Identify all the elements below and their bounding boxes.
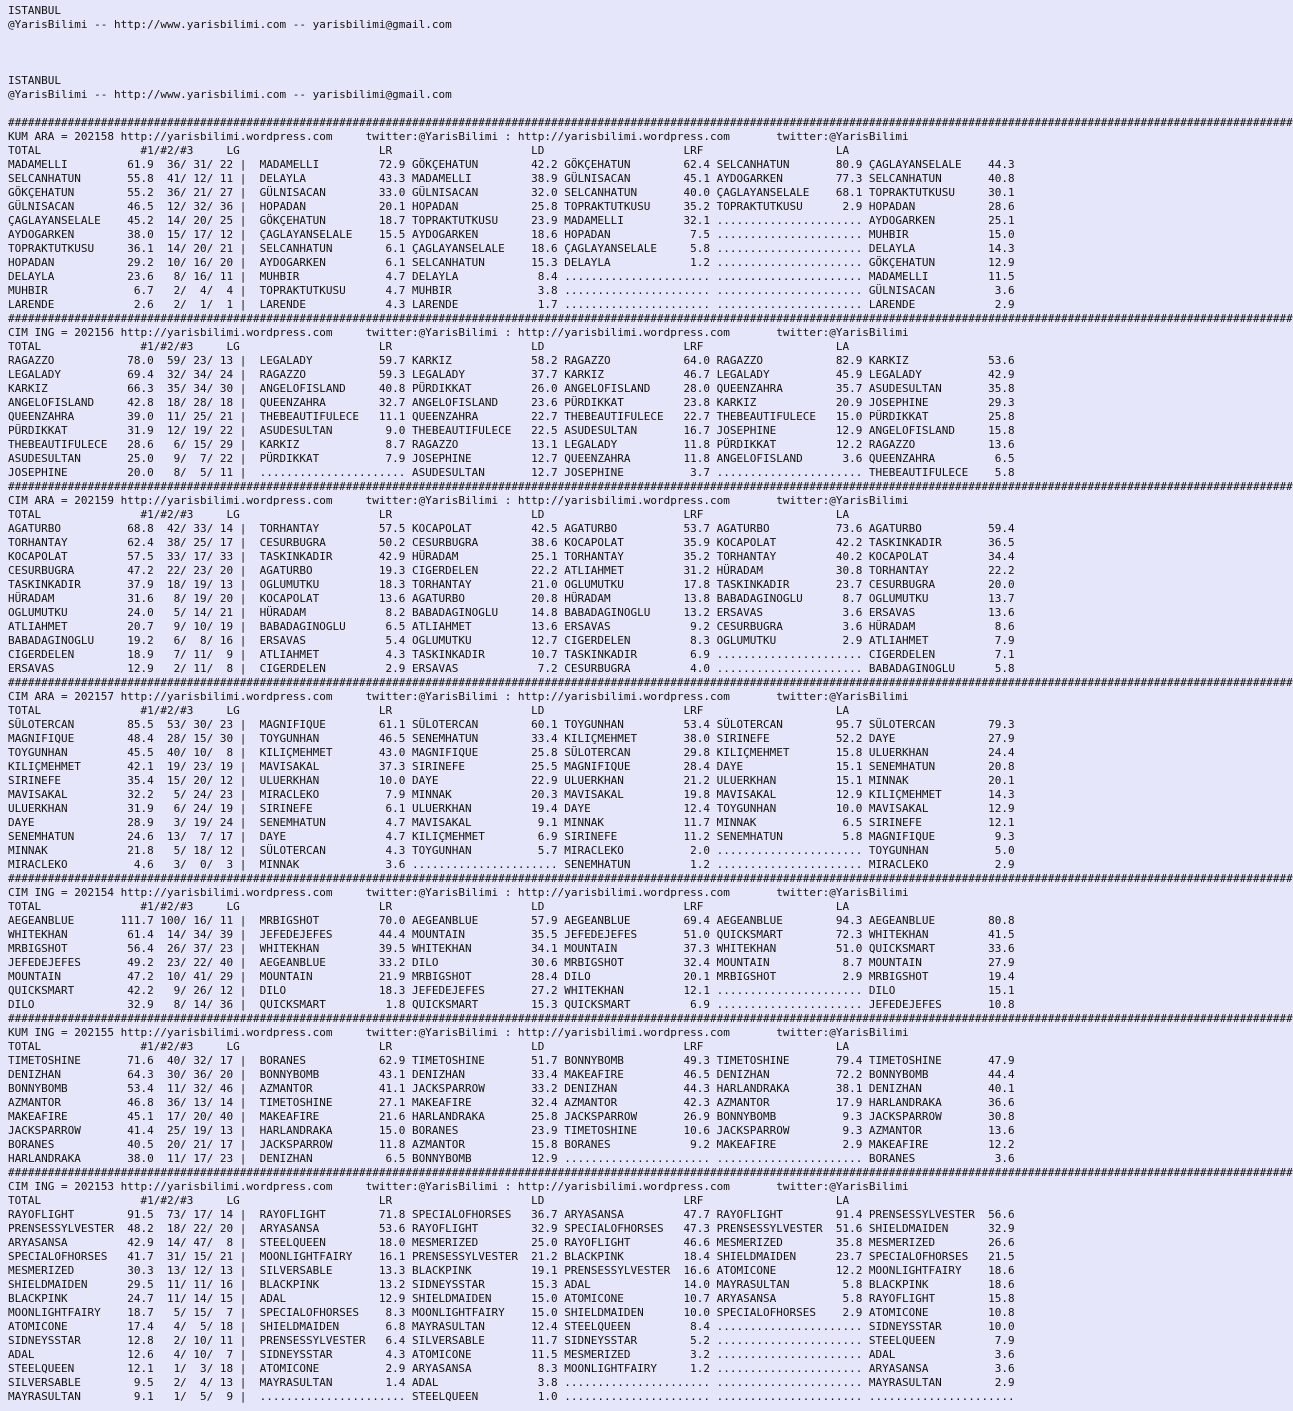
table-row: DILO 32.9 8/ 14/ 36 | QUICKSMART 1.8 QUICKSMART 15.3 QUICKSMART 6.9 ...................... JEFEDEJEFES 10.8	[8, 998, 1015, 1011]
header-contact: @YarisBilimi -- http://www.yarisbilimi.com -- yarisbilimi@gmail.com	[8, 18, 452, 31]
race-table	[8, 130, 1080, 312]
table-row: GÖKÇEHATUN 55.2 36/ 21/ 27 | GÜLNISACAN 33.0 GÜLNISACAN 32.0 SELCANHATUN 40.0 ÇAGLAYANSELALE 68.1 TOPRAKTUTKUSU 30.1	[8, 186, 1015, 199]
race-title: CIM ARA = 202159 http://yarisbilimi.wordpress.com twitter:@YarisBilimi : http://yarisbilimi.wordpress.com twitter:@YarisBilimi	[8, 494, 909, 507]
table-row: SELCANHATUN 55.8 41/ 12/ 11 | DELAYLA 43.3 MADAMELLI 38.9 GÜLNISACAN 45.1 AYDOGARKEN 77.3 SELCANHATUN 40.8	[8, 172, 1015, 185]
table-row: MAVISAKAL 32.2 5/ 24/ 23 | MIRACLEKO 7.9 MINNAK 20.3 MAVISAKAL 19.8 MAVISAKAL 12.9 KILIÇMEHMET 14.3	[8, 788, 1015, 801]
table-row: ATOMICONE 17.4 4/ 5/ 18 | SHIELDMAIDEN 6.8 MAYRASULTAN 12.4 STEELQUEEN 8.4 ...................... SIDNEYSSTAR 10.0	[8, 1320, 1015, 1333]
table-row: AEGEANBLUE 111.7 100/ 16/ 11 | MRBIGSHOT 70.0 AEGEANBLUE 57.9 AEGEANBLUE 69.4 AEGEANBLUE 94.3 AEGEANBLUE 80.8	[8, 914, 1015, 927]
section-separator: ##################################################################################################################################################################################################	[8, 676, 1293, 689]
table-row: MAYRASULTAN 9.1 1/ 5/ 9 | ...................... STEELQUEEN 1.0 ...................... ...................... ......................	[8, 1390, 1015, 1403]
race-table	[8, 494, 1080, 676]
race-title: CIM ING = 202153 http://yarisbilimi.wordpress.com twitter:@YarisBilimi : http://yarisbilimi.wordpress.com twitter:@YarisBilimi	[8, 1180, 909, 1193]
header-contact-repeat: @YarisBilimi -- http://www.yarisbilimi.com -- yarisbilimi@gmail.com	[8, 88, 452, 101]
blank-line	[8, 32, 1080, 46]
race-title: KUM ING = 202155 http://yarisbilimi.wordpress.com twitter:@YarisBilimi : http://yarisbilimi.wordpress.com twitter:@YarisBilimi	[8, 1026, 909, 1039]
table-row: MRBIGSHOT 56.4 26/ 37/ 23 | WHITEKHAN 39.5 WHITEKHAN 34.1 MOUNTAIN 37.3 WHITEKHAN 51.0 QUICKSMART 33.6	[8, 942, 1015, 955]
table-row: AGATURBO 68.8 42/ 33/ 14 | TORHANTAY 57.5 KOCAPOLAT 42.5 AGATURBO 53.7 AGATURBO 73.6 AGATURBO 59.4	[8, 522, 1015, 535]
table-row: PÜRDIKKAT 31.9 12/ 19/ 22 | ASUDESULTAN 9.0 THEBEAUTIFULECE 22.5 ASUDESULTAN 16.7 JOSEPHINE 12.9 ANGELOFISLAND 15.8	[8, 424, 1015, 437]
table-row: ÇAGLAYANSELALE 45.2 14/ 20/ 25 | GÖKÇEHATUN 18.7 TOPRAKTUTKUSU 23.9 MADAMELLI 32.1 ...................... AYDOGARKEN 25.1	[8, 214, 1015, 227]
blank-line	[8, 60, 1080, 74]
section-separator: ##################################################################################################################################################################################################	[8, 312, 1293, 325]
table-row: BORANES 40.5 20/ 21/ 17 | JACKSPARROW 11.8 AZMANTOR 15.8 BORANES 9.2 MAKEAFIRE 2.9 MAKEAFIRE 12.2	[8, 1138, 1015, 1151]
race-table	[8, 1180, 1080, 1404]
section-separator: ##################################################################################################################################################################################################	[8, 480, 1293, 493]
table-row: TOYGUNHAN 45.5 40/ 10/ 8 | KILIÇMEHMET 43.0 MAGNIFIQUE 25.8 SÜLOTERCAN 29.8 KILIÇMEHMET 15.8 ULUERKHAN 24.4	[8, 746, 1015, 759]
table-row: MADAMELLI 61.9 36/ 31/ 22 | MADAMELLI 72.9 GÖKÇEHATUN 42.2 GÖKÇEHATUN 62.4 SELCANHATUN 80.9 ÇAGLAYANSELALE 44.3	[8, 158, 1015, 171]
table-row: SENEMHATUN 24.6 13/ 7/ 17 | DAYE 4.7 KILIÇMEHMET 6.9 SIRINEFE 11.2 SENEMHATUN 5.8 MAGNIFIQUE 9.3	[8, 830, 1015, 843]
race-title: CIM ARA = 202157 http://yarisbilimi.wordpress.com twitter:@YarisBilimi : http://yarisbilimi.wordpress.com twitter:@YarisBilimi	[8, 690, 909, 703]
race-sections	[8, 116, 1293, 1404]
race-title: CIM ING = 202154 http://yarisbilimi.wordpress.com twitter:@YarisBilimi : http://yarisbilimi.wordpress.com twitter:@YarisBilimi	[8, 886, 909, 899]
table-row: HOPADAN 29.2 10/ 16/ 20 | AYDOGARKEN 6.1 SELCANHATUN 15.3 DELAYLA 1.2 ...................... GÖKÇEHATUN 12.9	[8, 256, 1015, 269]
table-row: HARLANDRAKA 38.0 11/ 17/ 23 | DENIZHAN 6.5 BONNYBOMB 12.9 ...................... ...................... BORANES 3.6	[8, 1152, 1015, 1165]
table-row: DENIZHAN 64.3 30/ 36/ 20 | BONNYBOMB 43.1 DENIZHAN 33.4 MAKEAFIRE 46.5 DENIZHAN 72.2 BONNYBOMB 44.4	[8, 1068, 1015, 1081]
table-row: MIRACLEKO 4.6 3/ 0/ 3 | MINNAK 3.6 ...................... SENEMHATUN 1.2 ...................... MIRACLEKO 2.9	[8, 858, 1015, 871]
header-city: ISTANBUL	[8, 4, 61, 17]
table-row: ATLIAHMET 20.7 9/ 10/ 19 | BABADAGINOGLU 6.5 ATLIAHMET 13.6 ERSAVAS 9.2 CESURBUGRA 3.6 HÜRADAM 8.6	[8, 620, 1015, 633]
table-row: MOONLIGHTFAIRY 18.7 5/ 15/ 7 | SPECIALOFHORSES 8.3 MOONLIGHTFAIRY 15.0 SHIELDMAIDEN 10.0 SPECIALOFHORSES 2.9 ATOMICONE 10.8	[8, 1306, 1015, 1319]
table-row: SIDNEYSSTAR 12.8 2/ 10/ 11 | PRENSESSYLVESTER 6.4 SILVERSABLE 11.7 SIDNEYSSTAR 5.2 ...................... STEELQUEEN 7.9	[8, 1334, 1015, 1347]
race-table	[8, 1026, 1080, 1166]
table-row: SÜLOTERCAN 85.5 53/ 30/ 23 | MAGNIFIQUE 61.1 SÜLOTERCAN 60.1 TOYGUNHAN 53.4 SÜLOTERCAN 95.7 SÜLOTERCAN 79.3	[8, 718, 1015, 731]
race-table	[8, 690, 1080, 872]
table-row: MOUNTAIN 47.2 10/ 41/ 29 | MOUNTAIN 21.9 MRBIGSHOT 28.4 DILO 20.1 MRBIGSHOT 2.9 MRBIGSHOT 19.4	[8, 970, 1015, 983]
table-row: KARKIZ 66.3 35/ 34/ 30 | ANGELOFISLAND 40.8 PÜRDIKKAT 26.0 ANGELOFISLAND 28.0 QUEENZAHRA 35.7 ASUDESULTAN 35.8	[8, 382, 1015, 395]
table-row: STEELQUEEN 12.1 1/ 3/ 18 | ATOMICONE 2.9 ARYASANSA 8.3 MOONLIGHTFAIRY 1.2 ...................... ARYASANSA 3.6	[8, 1362, 1015, 1375]
table-header-row: TOTAL #1/#2/#3 LG LR LD LRF LA	[8, 144, 850, 157]
table-header-row: TOTAL #1/#2/#3 LG LR LD LRF LA	[8, 340, 850, 353]
table-row: ULUERKHAN 31.9 6/ 24/ 19 | SIRINEFE 6.1 ULUERKHAN 19.4 DAYE 12.4 TOYGUNHAN 10.0 MAVISAKAL 12.9	[8, 802, 1015, 815]
table-row: BONNYBOMB 53.4 11/ 32/ 46 | AZMANTOR 41.1 JACKSPARROW 33.2 DENIZHAN 44.3 HARLANDRAKA 38.1 DENIZHAN 40.1	[8, 1082, 1015, 1095]
table-row: THEBEAUTIFULECE 28.6 6/ 15/ 29 | KARKIZ 8.7 RAGAZZO 13.1 LEGALADY 11.8 PÜRDIKKAT 12.2 RAGAZZO 13.6	[8, 438, 1015, 451]
table-row: ARYASANSA 42.9 14/ 47/ 8 | STEELQUEEN 18.0 MESMERIZED 25.0 RAYOFLIGHT 46.6 MESMERIZED 35.8 MESMERIZED 26.6	[8, 1236, 1015, 1249]
race-title: CIM ING = 202156 http://yarisbilimi.wordpress.com twitter:@YarisBilimi : http://yarisbilimi.wordpress.com twitter:@YarisBilimi	[8, 326, 909, 339]
section-separator: ##################################################################################################################################################################################################	[8, 116, 1293, 129]
table-row: QUICKSMART 42.2 9/ 26/ 12 | DILO 18.3 JEFEDEJEFES 27.2 WHITEKHAN 12.1 ...................... DILO 15.1	[8, 984, 1015, 997]
table-row: KILIÇMEHMET 42.1 19/ 23/ 19 | MAVISAKAL 37.3 SIRINEFE 25.5 MAGNIFIQUE 28.4 DAYE 15.1 SENEMHATUN 20.8	[8, 760, 1015, 773]
table-row: AZMANTOR 46.8 36/ 13/ 14 | TIMETOSHINE 27.1 MAKEAFIRE 32.4 AZMANTOR 42.3 AZMANTOR 17.9 HARLANDRAKA 36.6	[8, 1096, 1015, 1109]
table-row: MAKEAFIRE 45.1 17/ 20/ 40 | MAKEAFIRE 21.6 HARLANDRAKA 25.8 JACKSPARROW 26.9 BONNYBOMB 9.3 JACKSPARROW 30.8	[8, 1110, 1015, 1123]
blank-line	[8, 46, 1080, 60]
table-row: SIRINEFE 35.4 15/ 20/ 12 | ULUERKHAN 10.0 DAYE 22.9 ULUERKHAN 21.2 ULUERKHAN 15.1 MINNAK 20.1	[8, 774, 1015, 787]
table-row: TORHANTAY 62.4 38/ 25/ 17 | CESURBUGRA 50.2 CESURBUGRA 38.6 KOCAPOLAT 35.9 KOCAPOLAT 42.2 TASKINKADIR 36.5	[8, 536, 1015, 549]
table-row: LEGALADY 69.4 32/ 34/ 24 | RAGAZZO 59.3 LEGALADY 37.7 KARKIZ 46.7 LEGALADY 45.9 LEGALADY 42.9	[8, 368, 1015, 381]
table-row: JOSEPHINE 20.0 8/ 5/ 11 | ...................... ASUDESULTAN 12.7 JOSEPHINE 3.7 ...................... THEBEAUTIFULECE 5.8	[8, 466, 1015, 479]
table-header-row: TOTAL #1/#2/#3 LG LR LD LRF LA	[8, 900, 850, 913]
table-row: CIGERDELEN 18.9 7/ 11/ 9 | ATLIAHMET 4.3 TASKINKADIR 10.7 TASKINKADIR 6.9 ...................... CIGERDELEN 7.1	[8, 648, 1015, 661]
table-row: AYDOGARKEN 38.0 15/ 17/ 12 | ÇAGLAYANSELALE 15.5 AYDOGARKEN 18.6 HOPADAN 7.5 ...................... MUHBIR 15.0	[8, 228, 1015, 241]
table-header-row: TOTAL #1/#2/#3 LG LR LD LRF LA	[8, 508, 850, 521]
table-row: JEFEDEJEFES 49.2 23/ 22/ 40 | AEGEANBLUE 33.2 DILO 30.6 MRBIGSHOT 32.4 MOUNTAIN 8.7 MOUNTAIN 27.9	[8, 956, 1015, 969]
table-header-row: TOTAL #1/#2/#3 LG LR LD LRF LA	[8, 1194, 850, 1207]
table-row: MESMERIZED 30.3 13/ 12/ 13 | SILVERSABLE 13.3 BLACKPINK 19.1 PRENSESSYLVESTER 16.6 ATOMICONE 12.2 MOONLIGHTFAIRY 18.6	[8, 1264, 1015, 1277]
table-row: HÜRADAM 31.6 8/ 19/ 20 | KOCAPOLAT 13.6 AGATURBO 20.8 HÜRADAM 13.8 BABADAGINOGLU 8.7 OGLUMUTKU 13.7	[8, 592, 1015, 605]
table-row: PRENSESSYLVESTER 48.2 18/ 22/ 20 | ARYASANSA 53.6 RAYOFLIGHT 32.9 SPECIALOFHORSES 47.3 PRENSESSYLVESTER 51.6 SHIELDMAIDEN 32.9	[8, 1222, 1015, 1235]
blank-line	[8, 102, 1080, 116]
table-row: RAGAZZO 78.0 59/ 23/ 13 | LEGALADY 59.7 KARKIZ 58.2 RAGAZZO 64.0 RAGAZZO 82.9 KARKIZ 53.6	[8, 354, 1015, 367]
table-row: WHITEKHAN 61.4 14/ 34/ 39 | JEFEDEJEFES 44.4 MOUNTAIN 35.5 JEFEDEJEFES 51.0 QUICKSMART 72.3 WHITEKHAN 41.5	[8, 928, 1015, 941]
table-row: GÜLNISACAN 46.5 12/ 32/ 36 | HOPADAN 20.1 HOPADAN 25.8 TOPRAKTUTKUSU 35.2 TOPRAKTUTKUSU 2.9 HOPADAN 28.6	[8, 200, 1015, 213]
table-row: TOPRAKTUTKUSU 36.1 14/ 20/ 21 | SELCANHATUN 6.1 ÇAGLAYANSELALE 18.6 ÇAGLAYANSELALE 5.8 ...................... DELAYLA 14.3	[8, 242, 1015, 255]
table-row: KOCAPOLAT 57.5 33/ 17/ 33 | TASKINKADIR 42.9 HÜRADAM 25.1 TORHANTAY 35.2 TORHANTAY 40.2 KOCAPOLAT 34.4	[8, 550, 1015, 563]
table-row: ASUDESULTAN 25.0 9/ 7/ 22 | PÜRDIKKAT 7.9 JOSEPHINE 12.7 QUEENZAHRA 11.8 ANGELOFISLAND 3.6 QUEENZAHRA 6.5	[8, 452, 1015, 465]
table-row: MINNAK 21.8 5/ 18/ 12 | SÜLOTERCAN 4.3 TOYGUNHAN 5.7 MIRACLEKO 2.0 ...................... TOYGUNHAN 5.0	[8, 844, 1015, 857]
table-row: BABADAGINOGLU 19.2 6/ 8/ 16 | ERSAVAS 5.4 OGLUMUTKU 12.7 CIGERDELEN 8.3 OGLUMUTKU 2.9 ATLIAHMET 7.9	[8, 634, 1015, 647]
section-separator: ##################################################################################################################################################################################################	[8, 872, 1293, 885]
race-table	[8, 326, 1080, 480]
table-row: DAYE 28.9 3/ 19/ 24 | SENEMHATUN 4.7 MAVISAKAL 9.1 MINNAK 11.7 MINNAK 6.5 SIRINEFE 12.1	[8, 816, 1015, 829]
table-row: SILVERSABLE 9.5 2/ 4/ 13 | MAYRASULTAN 1.4 ADAL 3.8 ...................... ...................... MAYRASULTAN 2.9	[8, 1376, 1015, 1389]
table-row: ADAL 12.6 4/ 10/ 7 | SIDNEYSSTAR 4.3 ATOMICONE 11.5 MESMERIZED 3.2 ...................... ADAL 3.6	[8, 1348, 1015, 1361]
table-row: OGLUMUTKU 24.0 5/ 14/ 21 | HÜRADAM 8.2 BABADAGINOGLU 14.8 BABADAGINOGLU 13.2 ERSAVAS 3.6 ERSAVAS 13.6	[8, 606, 1015, 619]
table-row: LARENDE 2.6 2/ 1/ 1 | LARENDE 4.3 LARENDE 1.7 ...................... ...................... LARENDE 2.9	[8, 298, 1015, 311]
table-row: QUEENZAHRA 39.0 11/ 25/ 21 | THEBEAUTIFULECE 11.1 QUEENZAHRA 22.7 THEBEAUTIFULECE 22.7 THEBEAUTIFULECE 15.0 PÜRDIKKAT 25.8	[8, 410, 1015, 423]
table-row: MAGNIFIQUE 48.4 28/ 15/ 30 | TOYGUNHAN 46.5 SENEMHATUN 33.4 KILIÇMEHMET 38.0 SIRINEFE 52.2 DAYE 27.9	[8, 732, 1015, 745]
section-separator: ##################################################################################################################################################################################################	[8, 1166, 1293, 1179]
table-row: SPECIALOFHORSES 41.7 31/ 15/ 21 | MOONLIGHTFAIRY 16.1 PRENSESSYLVESTER 21.2 BLACKPINK 18.4 SHIELDMAIDEN 23.7 SPECIALOFHORSES 21.5	[8, 1250, 1015, 1263]
race-table	[8, 886, 1080, 1012]
table-row: RAYOFLIGHT 91.5 73/ 17/ 14 | RAYOFLIGHT 71.8 SPECIALOFHORSES 36.7 ARYASANSA 47.7 RAYOFLIGHT 91.4 PRENSESSYLVESTER 56.6	[8, 1208, 1015, 1221]
table-header-row: TOTAL #1/#2/#3 LG LR LD LRF LA	[8, 704, 850, 717]
table-row: CESURBUGRA 47.2 22/ 23/ 20 | AGATURBO 19.3 CIGERDELEN 22.2 ATLIAHMET 31.2 HÜRADAM 30.8 TORHANTAY 22.2	[8, 564, 1015, 577]
header-city-repeat: ISTANBUL	[8, 74, 61, 87]
table-row: TIMETOSHINE 71.6 40/ 32/ 17 | BORANES 62.9 TIMETOSHINE 51.7 BONNYBOMB 49.3 TIMETOSHINE 79.4 TIMETOSHINE 47.9	[8, 1054, 1015, 1067]
table-row: MUHBIR 6.7 2/ 4/ 4 | TOPRAKTUTKUSU 4.7 MUHBIR 3.8 ...................... ...................... GÜLNISACAN 3.6	[8, 284, 1015, 297]
table-row: BLACKPINK 24.7 11/ 14/ 15 | ADAL 12.9 SHIELDMAIDEN 15.0 ATOMICONE 10.7 ARYASANSA 5.8 RAYOFLIGHT 15.8	[8, 1292, 1015, 1305]
table-row: SHIELDMAIDEN 29.5 11/ 11/ 16 | BLACKPINK 13.2 SIDNEYSSTAR 15.3 ADAL 14.0 MAYRASULTAN 5.8 BLACKPINK 18.6	[8, 1278, 1015, 1291]
section-separator: ##################################################################################################################################################################################################	[8, 1012, 1293, 1025]
table-row: TASKINKADIR 37.9 18/ 19/ 13 | OGLUMUTKU 18.3 TORHANTAY 21.0 OGLUMUTKU 17.8 TASKINKADIR 23.7 CESURBUGRA 20.0	[8, 578, 1015, 591]
race-title: KUM ARA = 202158 http://yarisbilimi.wordpress.com twitter:@YarisBilimi : http://yarisbilimi.wordpress.com twitter:@YarisBilimi	[8, 130, 909, 143]
table-row: DELAYLA 23.6 8/ 16/ 11 | MUHBIR 4.7 DELAYLA 8.4 ...................... ...................... MADAMELLI 11.5	[8, 270, 1015, 283]
table-row: JACKSPARROW 41.4 25/ 19/ 13 | HARLANDRAKA 15.0 BORANES 23.9 TIMETOSHINE 10.6 JACKSPARROW 9.3 AZMANTOR 13.6	[8, 1124, 1015, 1137]
table-row: ERSAVAS 12.9 2/ 11/ 8 | CIGERDELEN 2.9 ERSAVAS 7.2 CESURBUGRA 4.0 ...................... BABADAGINOGLU 5.8	[8, 662, 1015, 675]
table-row: ANGELOFISLAND 42.8 18/ 28/ 18 | QUEENZAHRA 32.7 ANGELOFISLAND 23.6 PÜRDIKKAT 23.8 KARKIZ 20.9 JOSEPHINE 29.3	[8, 396, 1015, 409]
table-header-row: TOTAL #1/#2/#3 LG LR LD LRF LA	[8, 1040, 850, 1053]
